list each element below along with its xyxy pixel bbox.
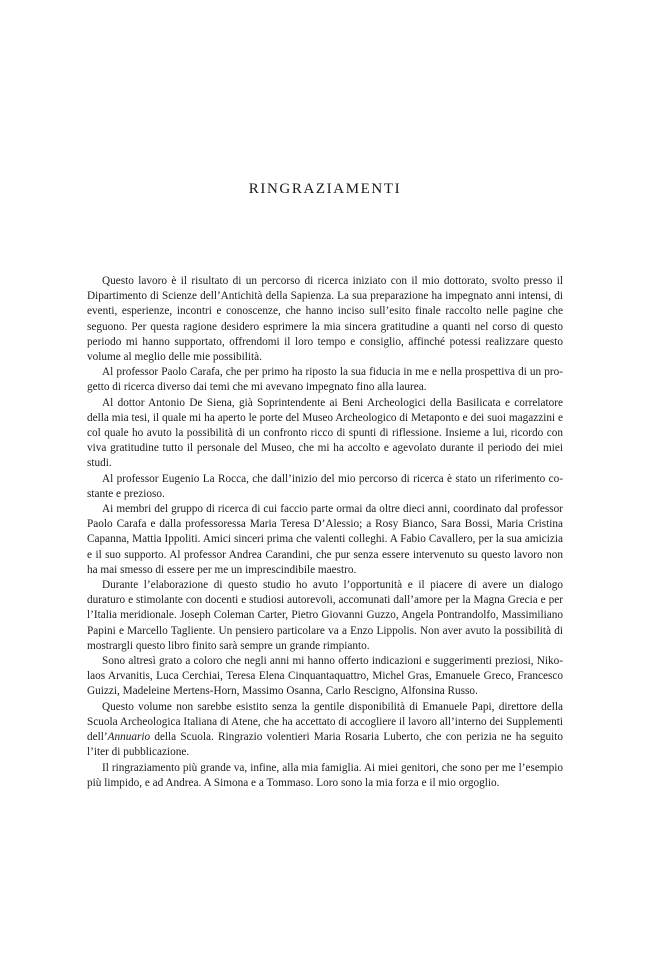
annuario-title: Annuario bbox=[107, 731, 151, 744]
paragraph: Sono altresì grato a coloro che negli anni mi hanno offerto indicazioni e suggerimenti preziosi, Nikolaos Arvanitis, Luca Cerchiai, Teresa Elena Cinquantaquattro, Michel Gras, Emanuele Greco, Francesco Guizzi, Madeleine Mertens-Horn, Massimo Osanna, Carlo Rescigno, Alfonsina Russo. bbox=[87, 655, 563, 698]
paragraph: Questo lavoro è il risultato di un percorso di ricerca iniziato con il mio dottorato, svolto presso il Dipartimento di Scienze dell’Antichità della Sapienza. La sua preparazione ha impegnato anni intensi, di eventi, esperienze, incontri e conoscenze, che hanno inciso sull’esito finale raccolto nelle pagine che seguono. Per questa ragione desidero esprimere la mia sincera gratitudine a quanti nel corso di questo periodo mi hanno supportato, offrendomi il loro tempo e consiglio, affinché potessi realizzare questo volume al meglio delle mie possibilità. bbox=[87, 275, 563, 364]
paragraph: Ai membri del gruppo di ricerca di cui faccio parte ormai da oltre dieci anni, coordinato dal professor Paolo Carafa e dalla professoressa Maria Teresa D’Alessio; a Rosy Bianco, Sara Bossi, Maria Cristina Capanna, Mattia Ippoliti. Amici sinceri prima che valenti colleghi. A Fabio Cavallero, per la sua amicizia e il suo supporto. Al professor Andrea Carandini, che pur senza essere intervenuto su questo lavoro non ha mai smesso di essere per me un imprescindibile maestro. bbox=[87, 503, 563, 576]
paragraph: Al professor Paolo Carafa, che per primo ha riposto la sua fiducia in me e nella prospettiva di un progetto di ricerca diverso dai temi che mi avevano impegnato fino alla laurea. bbox=[87, 366, 563, 394]
paragraph: Al dottor Antonio De Siena, già Soprintendente ai Beni Archeologici della Basilicata e correlatore della mia tesi, il quale mi ha aperto le porte del Museo Archeologico di Metaponto e dei suoi magazzini e col quale ho avuto la possibilità di un confronto ricco di spunti di riflessione. Insieme a lui, ricordo con viva gratitudine tutto il personale del Museo, che mi ha accolto e agevolato durante il periodo dei miei studi. bbox=[87, 396, 563, 470]
paragraph: Al professor Eugenio La Rocca, che dall’inizio del mio percorso di ricerca è stato un riferimento costante e prezioso. bbox=[87, 472, 563, 500]
paragraph: Durante l’elaborazione di questo studio ho avuto l’opportunità e il piacere di avere un dialogo duraturo e stimolante con docenti e studiosi autorevoli, accomunati dall’amore per la Magna Grecia e per l’Italia meridionale. Joseph Coleman Carter, Pietro Giovanni Guzzo, Angela Pontrandolfo, Massimiliano Papini e Marcello Tagliente. Un pensiero particolare va a Enzo Lippolis. Non aver avuto la possibilità di mostrargli questo libro finito sarà sempre un grande rimpianto. bbox=[87, 579, 563, 652]
paragraph-text-before: Questo volume non sarebbe esistito senza la gentile disponibilità di Emanuele Papi, direttore della Scuola Archeologica Italiana di Atene, che ha accettato di accogliere il lavoro all’interno dei Supplementi dell’ bbox=[87, 700, 563, 744]
paragraph-text-after: della Scuola. Ringrazio volentieri Maria Rosaria Luberto, che con perizia ne ha seguito l’iter di pubblicazione. bbox=[87, 731, 563, 759]
acknowledgements-body bbox=[87, 274, 563, 791]
paragraph-annuario bbox=[87, 700, 563, 761]
final-paragraph: Il ringraziamento più grande va, infine, alla mia famiglia. Ai miei genitori, che sono per me l’esempio più limpido, e ad Andrea. A Simona e a Tommaso. Loro sono la mia forza e il mio orgoglio. bbox=[87, 761, 563, 789]
page-title: RINGRAZIAMENTI bbox=[248, 181, 402, 197]
